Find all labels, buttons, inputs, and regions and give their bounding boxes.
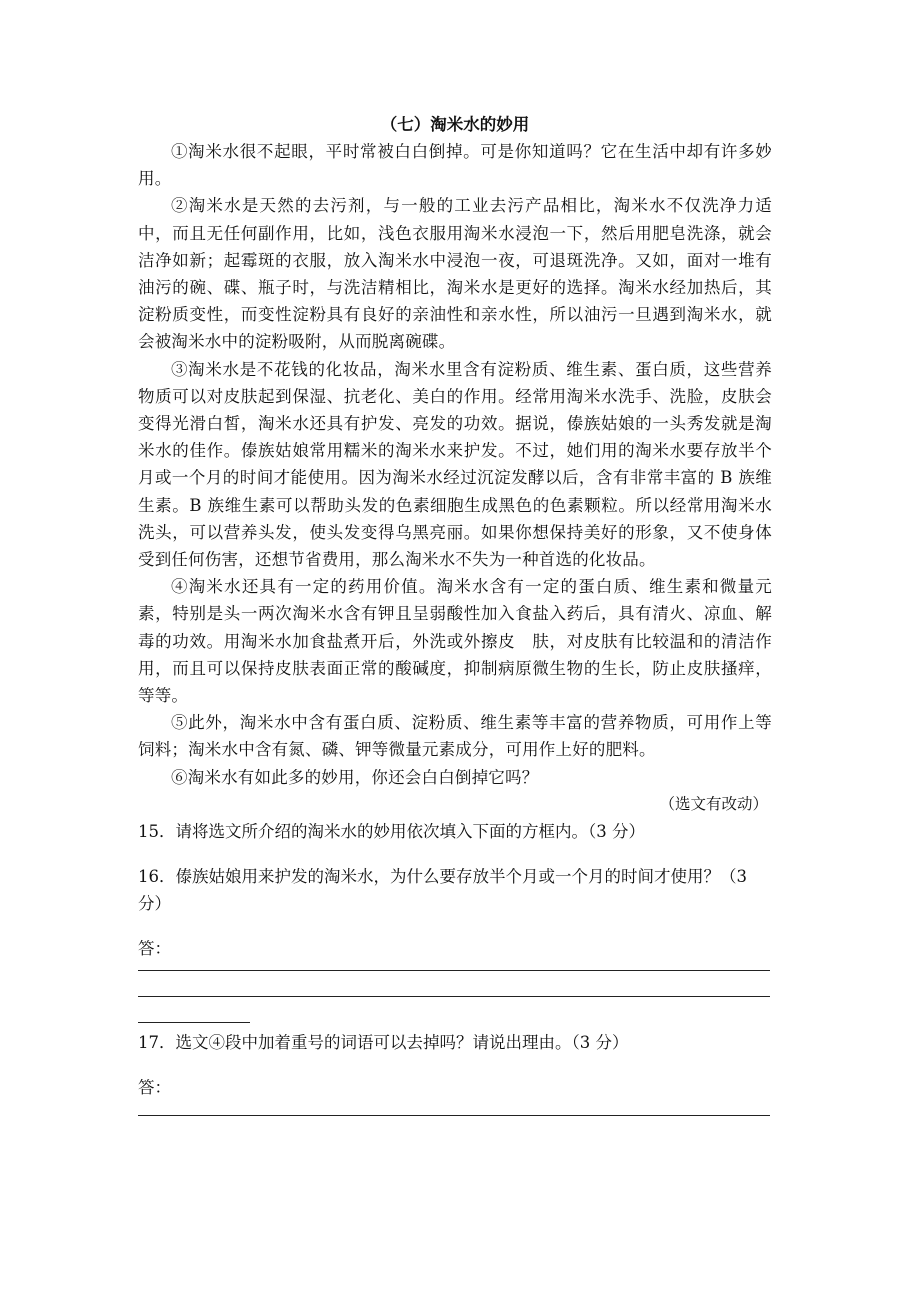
spacer bbox=[138, 1056, 772, 1074]
question-15: 15．请将选文所介绍的淘米水的妙用依次填入下面的方框内。（3 分） bbox=[138, 821, 645, 841]
paragraph-5: ⑤此外，淘米水中含有蛋白质、淀粉质、维生素等丰富的营养物质，可用作上等饲料；淘米水中含有氮、磷、钾等微量元素成分，可用作上好的肥料。 bbox=[138, 713, 772, 760]
answer-line[interactable] bbox=[138, 962, 770, 971]
paragraph-4: ④淘米水还具有一定的药用价值。淘米水含有一定的蛋白质、维生素和微量元素，特别是头一两次淘米水含有钾且呈弱酸性加入食盐入药后，具有清火、凉血、解毒的功效。用淘米水加食盐煮开后，外洗或外擦皮 肤，对皮肤有比较温和的清洁作用，而且可以保持皮肤表面正常的酸碱度，抑制病原微生物的生长，防止皮肤搔痒，等等。 bbox=[138, 577, 772, 706]
spacer bbox=[138, 917, 772, 935]
answer-label-17: 答： bbox=[138, 1077, 171, 1097]
document-page bbox=[138, 112, 772, 1116]
spacer bbox=[138, 845, 772, 863]
paragraph-2: ②淘米水是天然的去污剂，与一般的工业去污产品相比，淘米水不仅洗净力适中，而且无任何副作用，比如，浅色衣服用淘米水浸泡一下，然后用肥皂洗涤，就会洁净如新；起霉斑的衣服，放入淘米水中浸泡一夜，可退斑洗净。又如，面对一堆有油污的碗、碟、瓶子时，与洗洁精相比，淘米水是更好的选择。淘米水经加热后，其淀粉质变性，而变性淀粉具有良好的亲油性和亲水性，所以油污一旦遇到淘米水，就会被淘米水中的淀粉吸附，从而脱离碗碟。 bbox=[138, 196, 772, 352]
article-title: （七）淘米水的妙用 bbox=[380, 115, 530, 134]
question-16: 16．傣族姑娘用来护发的淘米水，为什么要存放半个月或一个月的时间才使用？（3 分） bbox=[138, 866, 747, 913]
paragraph-6: ⑥淘米水有如此多的妙用，你还会白白倒掉它吗？ bbox=[171, 767, 539, 787]
answer-line[interactable] bbox=[138, 971, 770, 997]
answer-line-short[interactable] bbox=[138, 997, 250, 1023]
paragraph-3: ③淘米水是不花钱的化妆品，淘米水里含有淀粉质、维生素、蛋白质，这些营养物质可以对皮肤起到保湿、抗老化、美白的作用。经常用淘米水洗手、洗脸，皮肤会变得光滑白皙，淘米水还具有护发、亮发的功效。据说，傣族姑娘的一头秀发就是淘米水的佳作。傣族姑娘常用糯米的淘米水来护发。不过，她们用的淘米水要存放半个月或一个月的时间才能使用。因为淘米水经过沉淀发酵以后，含有非常丰富的 B 族维生素。B 族维生素可以帮助头发的色素细胞生成黑色的色素颗粒。所以经常用淘米水洗头，可以营养头发，使头发变得乌黑亮丽。如果你想保持美好的形象，又不使身体受到任何伤害，还想节省费用，那么淘米水不失为一种首选的化妆品。 bbox=[138, 359, 772, 570]
source-note: （选文有改动） bbox=[659, 794, 768, 813]
paragraph-1: ①淘米水很不起眼，平时常被白白倒掉。可是你知道吗？它在生活中却有许多妙用。 bbox=[138, 142, 772, 189]
question-17: 17．选文④段中加着重号的词语可以去掉吗？请说出理由。（3 分） bbox=[138, 1032, 629, 1052]
answer-label-16: 答： bbox=[138, 938, 171, 958]
answer-line[interactable] bbox=[138, 1101, 770, 1116]
